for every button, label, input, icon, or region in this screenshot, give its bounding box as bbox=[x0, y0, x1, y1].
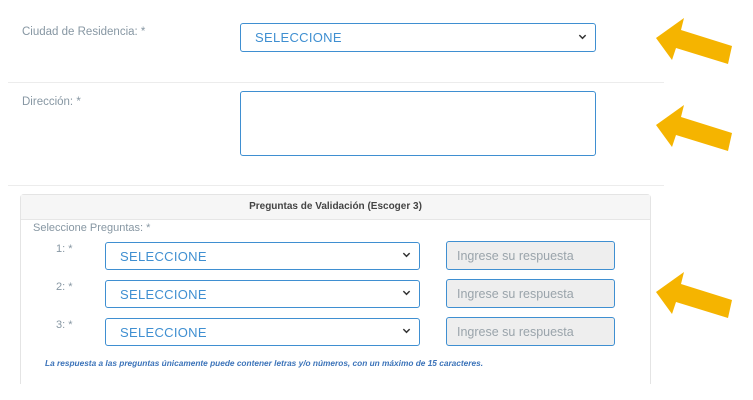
question-1-select-value: SELECCIONE bbox=[120, 248, 207, 264]
section-divider bbox=[8, 82, 664, 83]
question-number: 2: * bbox=[56, 281, 73, 293]
city-label: Ciudad de Residencia: * bbox=[22, 26, 146, 38]
city-select-value: SELECCIONE bbox=[255, 30, 342, 45]
question-2-select[interactable] bbox=[105, 280, 420, 308]
question-1-answer-input[interactable] bbox=[446, 241, 615, 270]
chevron-down-icon bbox=[402, 288, 411, 297]
question-3-select[interactable] bbox=[105, 318, 420, 346]
section-divider bbox=[8, 185, 664, 186]
chevron-down-icon bbox=[578, 32, 587, 41]
city-select[interactable] bbox=[240, 23, 596, 52]
chevron-down-icon bbox=[402, 250, 411, 259]
question-2-select-value: SELECCIONE bbox=[120, 286, 207, 302]
arrow-left-icon bbox=[654, 270, 734, 320]
address-label: Dirección: * bbox=[22, 96, 81, 108]
arrow-left-icon bbox=[654, 103, 734, 153]
question-number: 1: * bbox=[56, 243, 73, 255]
question-number: 3: * bbox=[56, 319, 73, 331]
question-3-answer-input[interactable] bbox=[446, 317, 615, 346]
validation-header: Preguntas de Validación (Escoger 3) bbox=[21, 195, 650, 220]
question-1-select[interactable] bbox=[105, 242, 420, 270]
question-1-answer-placeholder: Ingrese su respuesta bbox=[457, 248, 574, 263]
question-3-answer-placeholder: Ingrese su respuesta bbox=[457, 324, 574, 339]
arrow-left-icon bbox=[654, 16, 734, 66]
question-3-select-value: SELECCIONE bbox=[120, 324, 207, 340]
question-2-answer-placeholder: Ingrese su respuesta bbox=[457, 286, 574, 301]
chevron-down-icon bbox=[402, 326, 411, 335]
question-2-answer-input[interactable] bbox=[446, 279, 615, 308]
address-textarea[interactable] bbox=[240, 91, 596, 156]
validation-note: La respuesta a las preguntas únicamente puede contener letras y/o números, con un máximo de 15 caracteres. bbox=[45, 358, 484, 368]
validation-subtitle: Seleccione Preguntas: * bbox=[33, 222, 151, 234]
